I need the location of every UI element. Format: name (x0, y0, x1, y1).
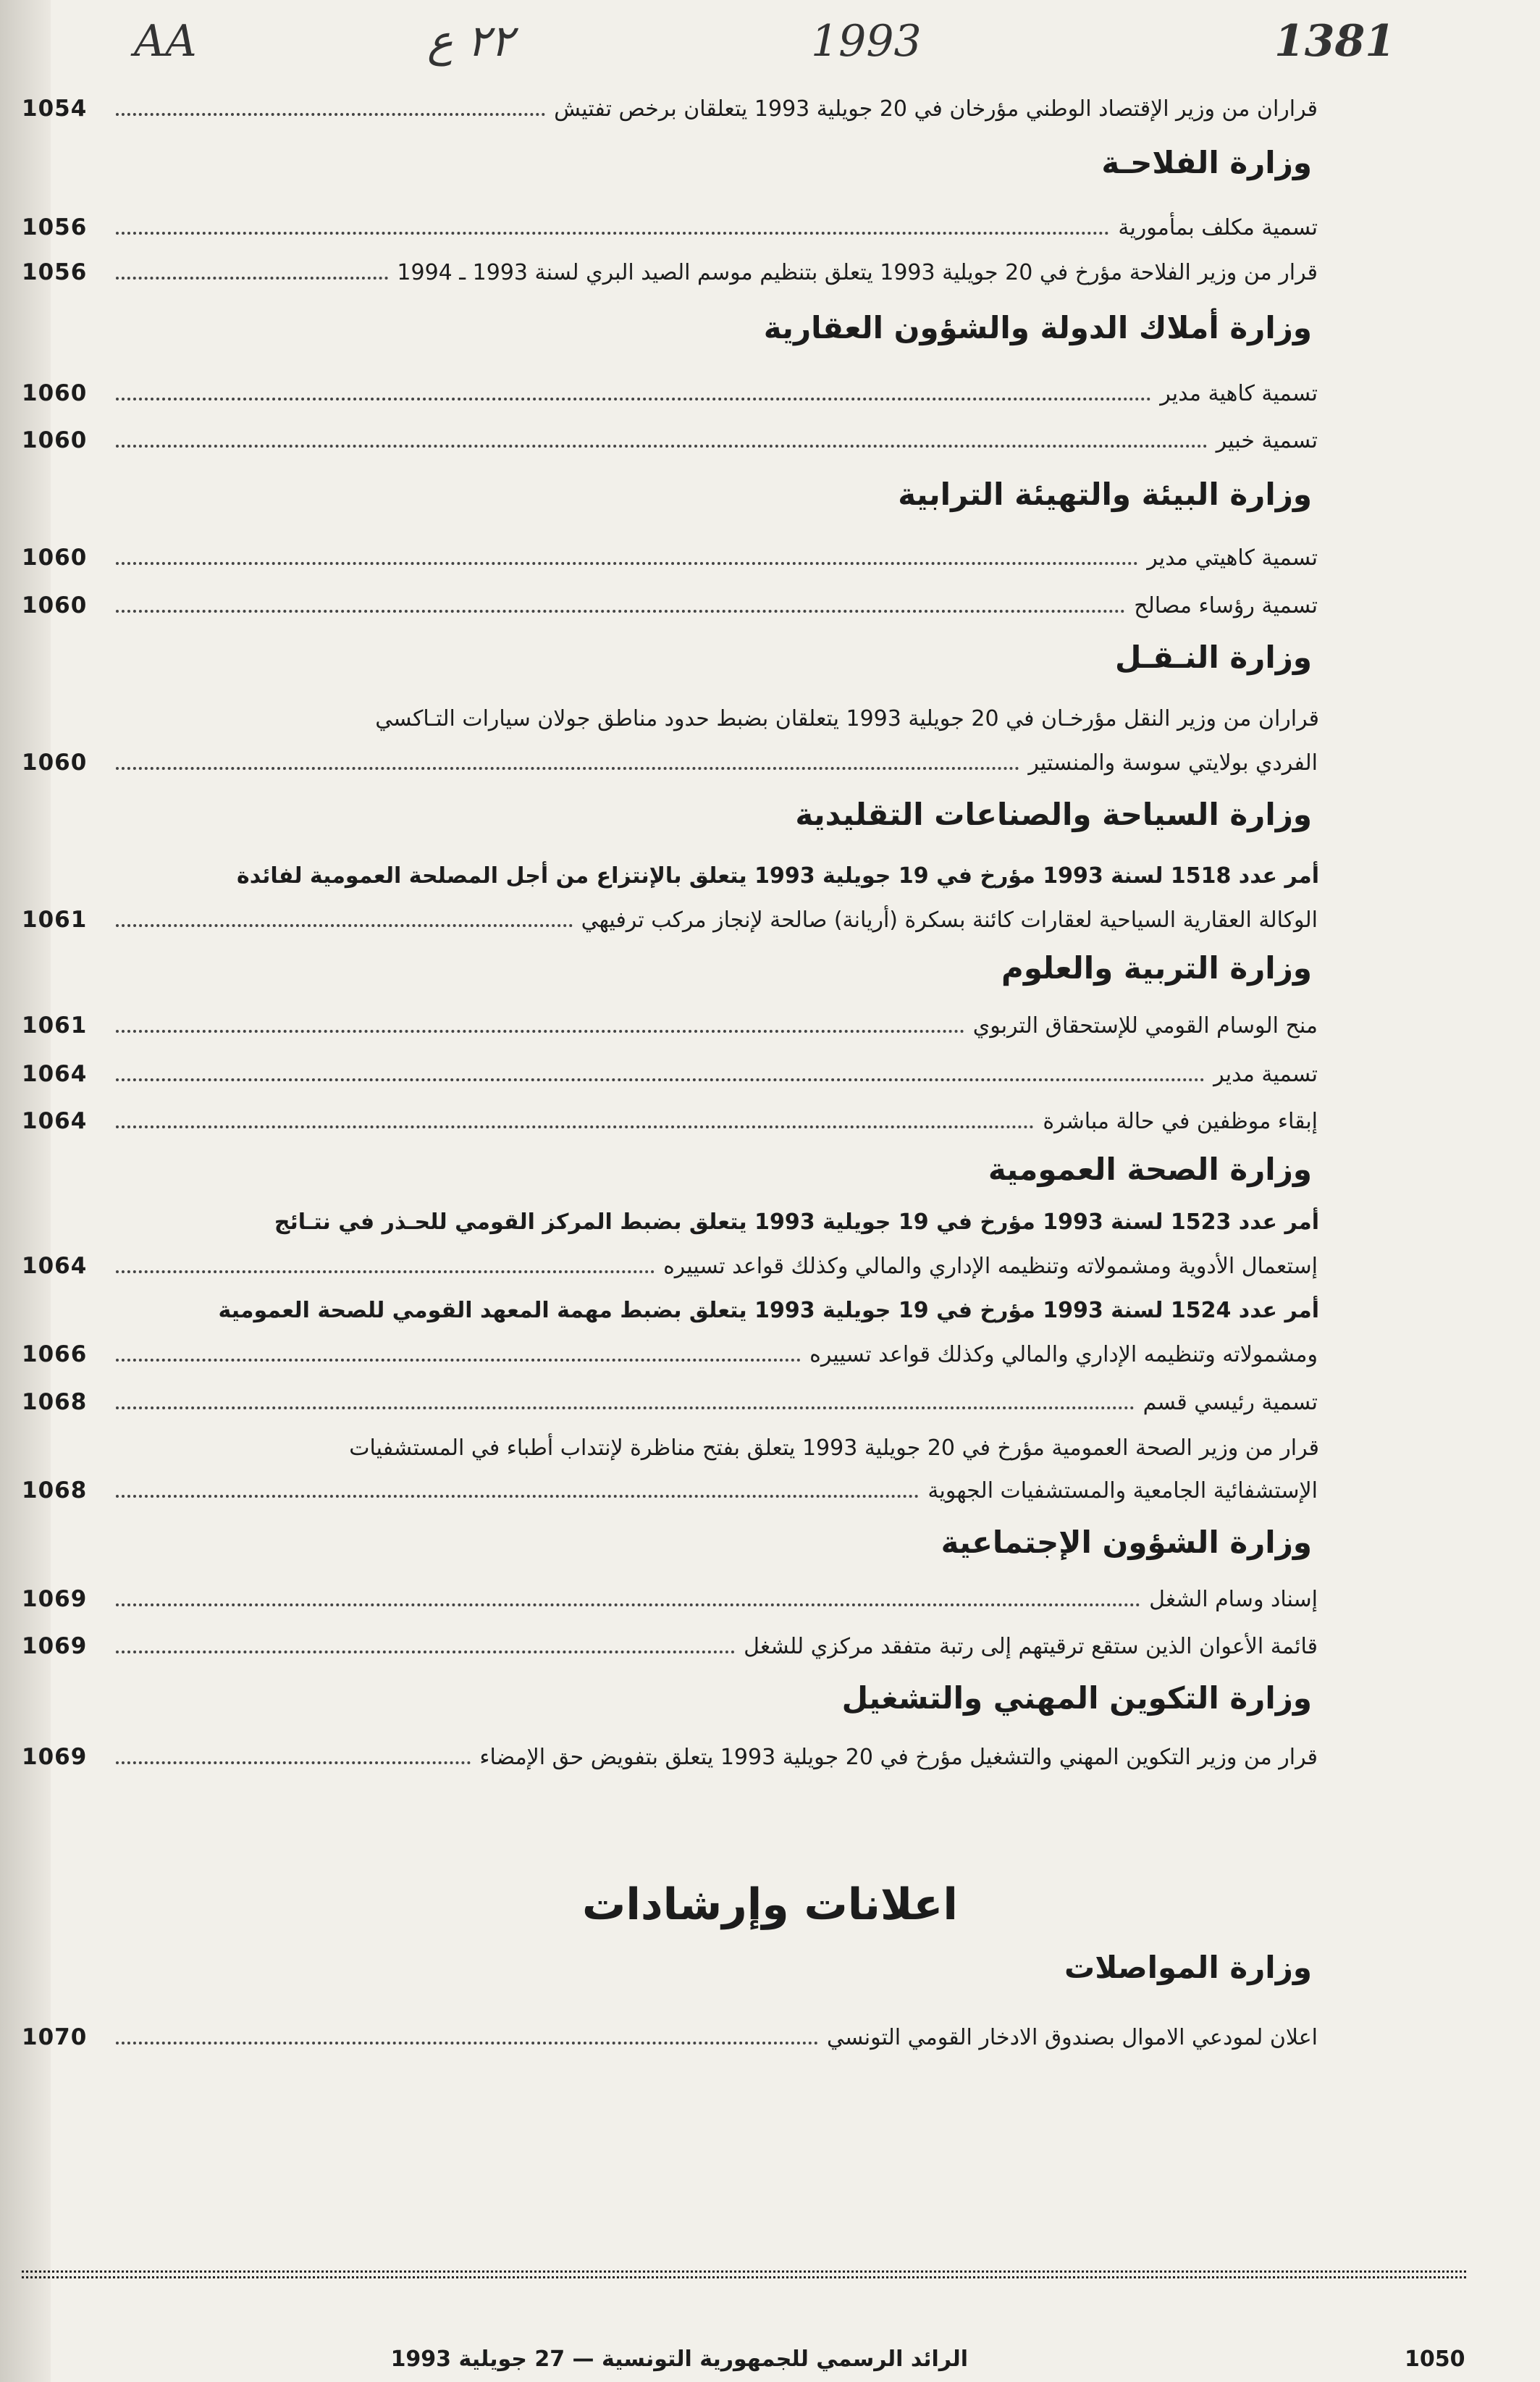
entry-text: ومشمولاته وتنظيمه الإداري والمالي وكذلك قواعد تسييره (809, 1342, 1318, 1367)
entry-text: إستعمال الأدوية ومشمولاته وتنظيمه الإداري والمالي وكذلك قواعد تسييره (663, 1254, 1318, 1279)
toc-entry (22, 750, 1318, 776)
handwritten-note-a: AA (134, 16, 197, 67)
ministry-heading: وزارة التربية والعلوم (1001, 950, 1312, 986)
ministry-heading: وزارة البيئة والتهيئة الترابية (898, 477, 1312, 512)
toc-entry (22, 1586, 1318, 1612)
page-number: 1060 (22, 592, 88, 618)
page-number: 1056 (22, 214, 88, 240)
handwritten-note-c: 1381 (1274, 16, 1395, 67)
page-number: 1060 (22, 380, 88, 406)
entry-first-line: أمر عدد 1524 لسنة 1993 مؤرخ في 19 جويلية 1993 يتعلق بضبط مهمة المعهد القومي للصحة العمومية (218, 1298, 1319, 1323)
leader-dots (116, 113, 545, 116)
toc-entry (22, 214, 1318, 240)
toc-entry (22, 907, 1318, 933)
leader-dots (116, 562, 1138, 565)
entry-text: تسمية مدير (1213, 1062, 1318, 1087)
page-number: 1069 (22, 1744, 88, 1770)
leader-dots (116, 232, 1109, 235)
page-number: 1066 (22, 1341, 88, 1367)
footer-title: الرائد الرسمي للجمهورية التونسية — 27 جويلية 1993 (390, 2347, 968, 2372)
entry-text: قراران من وزير الإقتصاد الوطني مؤرخان في 20 جويلية 1993 يتعلقان برخص تفتيش (554, 96, 1318, 122)
entry-text: اعلان لمودعي الاموال بصندوق الادخار القومي التونسي (826, 2025, 1318, 2050)
ministry-heading: وزارة أملاك الدولة والشؤون العقارية (763, 310, 1312, 345)
toc-entry (22, 2024, 1318, 2050)
leader-dots (116, 2042, 818, 2045)
entry-first-line: قرار من وزير الصحة العمومية مؤرخ في 20 جويلية 1993 يتعلق بفتح مناظرة لإنتداب أطباء في المستشفيات (349, 1435, 1319, 1461)
entry-text: تسمية رئيسي قسم (1143, 1390, 1318, 1415)
ministry-heading: وزارة الفلاحـة (1101, 145, 1312, 180)
leader-dots (116, 445, 1208, 448)
page-number: 1064 (22, 1061, 88, 1087)
ministry-heading: وزارة الشؤون الإجتماعية (941, 1525, 1312, 1560)
leader-dots (116, 1270, 655, 1273)
page-number: 1060 (22, 545, 88, 571)
entry-text: تسمية رؤساء مصالح (1134, 593, 1318, 618)
entry-text: الإستشفائية الجامعية والمستشفيات الجهوية (927, 1478, 1318, 1504)
ministry-heading: وزارة التكوين المهني والتشغيل (841, 1680, 1312, 1716)
toc-entry (22, 1061, 1318, 1087)
page-number: 1060 (22, 427, 88, 453)
entry-first-line: أمر عدد 1523 لسنة 1993 مؤرخ في 19 جويلية 1993 يتعلق بضبط المركز القومي للحـذر في نتـائج (274, 1209, 1319, 1235)
ministry-heading: وزارة السياحة والصناعات التقليدية (795, 797, 1312, 832)
page-number: 1069 (22, 1633, 88, 1659)
page-number: 1054 (22, 96, 88, 122)
entry-text: قائمة الأعوان الذين ستقع ترقيتهم إلى رتبة متفقد مركزي للشغل (744, 1634, 1318, 1659)
footer-rule (22, 2270, 1466, 2278)
toc-entry (22, 96, 1318, 122)
page-number: 1061 (22, 907, 88, 933)
toc-entry (22, 427, 1318, 453)
page-number: 1056 (22, 259, 88, 285)
toc-entry (22, 1633, 1318, 1659)
page-number: 1068 (22, 1477, 88, 1504)
page-number: 1064 (22, 1253, 88, 1279)
leader-dots (116, 398, 1151, 401)
toc-entry (22, 1341, 1318, 1367)
toc-entry (22, 1012, 1318, 1039)
entry-text: الوكالة العقارية السياحية لعقارات كائنة بسكرة (أريانة) صالحة لإنجاز مركب ترفيهي (581, 907, 1318, 933)
toc-entry (22, 259, 1318, 285)
entry-text: الفردي بولايتي سوسة والمنستير (1028, 750, 1318, 776)
leader-dots (116, 277, 388, 280)
toc-entry (22, 1389, 1318, 1415)
ministry-heading: وزارة المواصلات (1064, 1950, 1312, 1985)
entry-text: قرار من وزير الفلاحة مؤرخ في 20 جويلية 1993 يتعلق بتنظيم موسم الصيد البري لسنة 1993 ـ 1994 (397, 260, 1318, 285)
handwritten-year: 1993 (811, 16, 922, 67)
toc-entry (22, 1744, 1318, 1770)
entry-text: تسمية خبير (1216, 428, 1318, 453)
leader-dots (116, 610, 1125, 613)
leader-dots (116, 1651, 735, 1653)
leader-dots (116, 767, 1019, 770)
handwritten-note-b: ٢٢ ع (427, 16, 514, 67)
page-number: 1068 (22, 1389, 88, 1415)
toc-entry (22, 592, 1318, 618)
entry-text: منح الوسام القومي للإستحقاق التربوي (972, 1013, 1318, 1039)
leader-dots (116, 1495, 919, 1498)
ministry-heading: وزارة النـقـل (1114, 639, 1312, 675)
leader-dots (116, 1603, 1140, 1606)
page-number: 1069 (22, 1586, 88, 1612)
toc-entry (22, 1108, 1318, 1134)
page-number: 1070 (22, 2024, 88, 2050)
leader-dots (116, 1125, 1034, 1128)
page-number: 1060 (22, 750, 88, 776)
leader-dots (116, 1406, 1135, 1409)
entry-text: قرار من وزير التكوين المهني والتشغيل مؤرخ في 20 جويلية 1993 يتعلق بتفويض حق الإمضاء (479, 1745, 1318, 1770)
entry-text: إسناد وسام الشغل (1149, 1587, 1318, 1612)
leader-dots (116, 924, 573, 927)
leader-dots (116, 1359, 801, 1362)
entry-first-line: قراران من وزير النقل مؤرخـان في 20 جويلية 1993 يتعلقان بضبط حدود مناطق جولان سيارات التـاكسي (375, 706, 1319, 731)
leader-dots (116, 1078, 1205, 1081)
entry-first-line: أمر عدد 1518 لسنة 1993 مؤرخ في 19 جويلية 1993 يتعلق بالإنتزاع من أجل المصلحة العمومية لفائدة (237, 863, 1319, 889)
toc-entry (22, 1477, 1318, 1504)
toc-entry (22, 1253, 1318, 1279)
entry-text: تسمية كاهيتي مدير (1147, 545, 1318, 571)
toc-entry (22, 545, 1318, 571)
ministry-heading: وزارة الصحة العمومية (988, 1152, 1312, 1187)
entry-text: تسمية كاهية مدير (1160, 381, 1318, 406)
leader-dots (116, 1761, 471, 1764)
leader-dots (116, 1030, 964, 1033)
page-number: 1061 (22, 1012, 88, 1039)
toc-entry (22, 380, 1318, 406)
entry-text: تسمية مكلف بمأمورية (1118, 215, 1318, 240)
entry-text: إبقاء موظفين في حالة مباشرة (1043, 1109, 1318, 1134)
page-number: 1064 (22, 1108, 88, 1134)
section-title: اعلانات وإرشادات (582, 1879, 958, 1930)
footer-page-number: 1050 (1405, 2347, 1465, 2372)
